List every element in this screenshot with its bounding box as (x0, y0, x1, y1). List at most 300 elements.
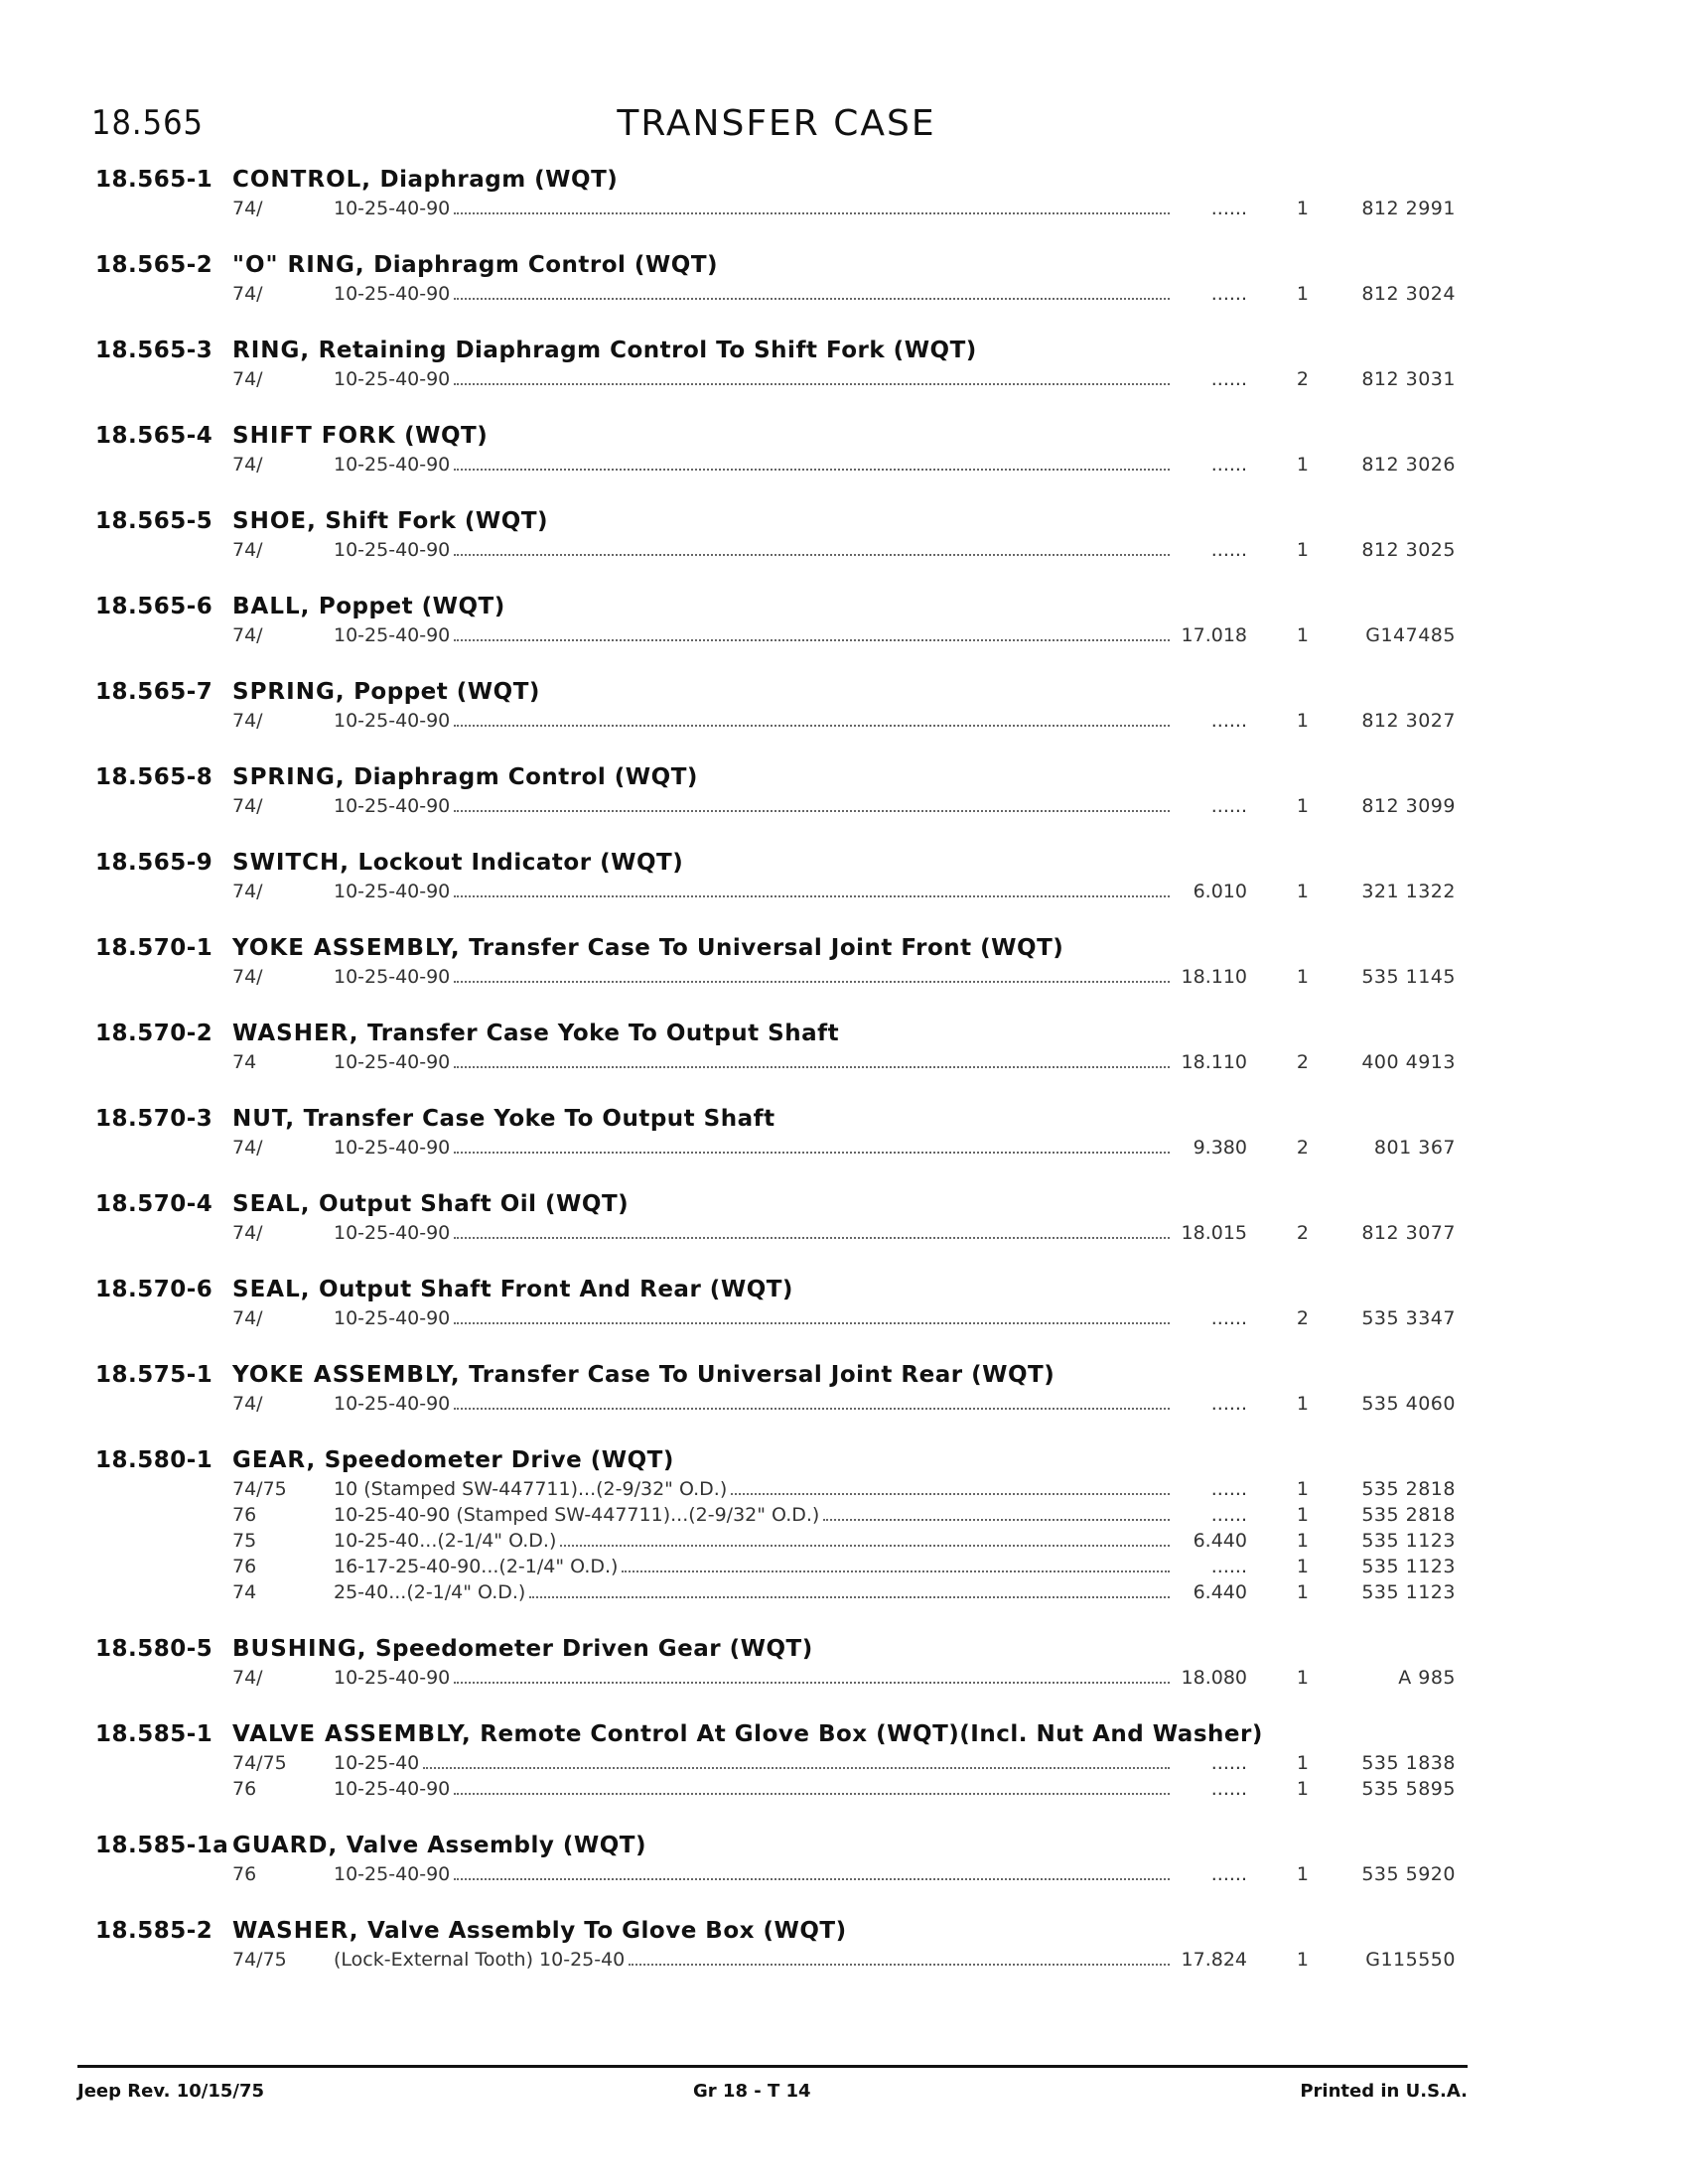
part-entry-heading (95, 338, 1406, 368)
part-entry-heading (95, 1106, 1406, 1137)
dot-leader (454, 809, 1170, 812)
model-codes: 10-25-40-90 (334, 1222, 451, 1244)
quantity: 1 (1296, 624, 1309, 646)
part-name: BALL, (232, 594, 311, 619)
application-row (95, 1393, 1456, 1419)
part-item-number: 18.565-5 (95, 508, 213, 534)
model-year: 76 (232, 1556, 257, 1577)
model-applicability (334, 624, 1178, 646)
dot-leader (423, 1766, 1170, 1769)
part-detail: Speedometer Drive (WQT) (316, 1447, 674, 1473)
part-item-number: 18.565-6 (95, 594, 213, 619)
part-description (232, 338, 977, 363)
part-detail: Output Shaft Oil (WQT) (310, 1191, 630, 1217)
illustration-ref: 9.380 (1193, 1137, 1247, 1159)
model-year: 74/ (232, 1307, 263, 1329)
illustration-ref: ...... (1210, 1307, 1247, 1329)
part-detail: Diaphragm Control (WQT) (345, 764, 698, 790)
part-name: YOKE ASSEMBLY, (232, 1362, 461, 1388)
part-entry-heading (95, 1277, 1406, 1307)
part-entry (95, 338, 1456, 394)
part-name: SPRING, (232, 764, 346, 790)
part-description (232, 167, 618, 193)
part-entry-heading (95, 679, 1406, 710)
illustration-ref: ...... (1210, 454, 1247, 476)
part-entry (95, 1636, 1456, 1693)
quantity: 1 (1296, 1581, 1309, 1603)
model-codes: 10-25-40-90 (334, 454, 451, 476)
part-entry (95, 423, 1456, 479)
part-entry-heading (95, 1721, 1406, 1752)
part-entry-heading (95, 1833, 1406, 1863)
dot-leader (823, 1518, 1170, 1521)
dot-leader (560, 1544, 1170, 1547)
application-row (95, 1137, 1456, 1162)
model-year: 74/ (232, 1667, 263, 1689)
model-applicability (334, 1556, 1178, 1577)
illustration-ref: ...... (1210, 795, 1247, 817)
model-year: 74/ (232, 624, 263, 646)
part-name: YOKE ASSEMBLY, (232, 935, 461, 961)
part-description (232, 935, 1063, 961)
part-entry-heading (95, 850, 1406, 881)
model-year: 74 (232, 1581, 257, 1603)
part-entry (95, 167, 1456, 223)
part-item-number: 18.565-8 (95, 764, 213, 790)
model-applicability (334, 1778, 1178, 1800)
dot-leader (454, 724, 1170, 727)
model-applicability (334, 1667, 1178, 1689)
dot-leader (454, 1407, 1170, 1410)
part-name: SHOE, (232, 508, 317, 534)
part-number: 812 3099 (1361, 795, 1456, 817)
application-row (95, 1949, 1456, 1975)
application-row (95, 710, 1456, 736)
part-entry (95, 850, 1456, 906)
application-row (95, 283, 1456, 309)
model-applicability (334, 368, 1178, 390)
model-codes: 10-25-40-90 (334, 283, 451, 305)
part-description (232, 1191, 629, 1217)
model-applicability (334, 1393, 1178, 1415)
part-description (232, 1021, 839, 1046)
illustration-ref: ...... (1210, 283, 1247, 305)
part-entry (95, 764, 1456, 821)
part-name: WASHER, (232, 1918, 359, 1944)
quantity: 1 (1296, 795, 1309, 817)
model-applicability (334, 1504, 1178, 1526)
part-entry (95, 508, 1456, 565)
part-number: 535 5920 (1361, 1863, 1456, 1885)
part-description (232, 679, 540, 705)
quantity: 1 (1296, 198, 1309, 219)
quantity: 1 (1296, 1556, 1309, 1577)
quantity: 1 (1296, 1530, 1309, 1552)
part-number: 812 3025 (1361, 539, 1456, 561)
quantity: 1 (1296, 1778, 1309, 1800)
quantity: 2 (1296, 1051, 1309, 1073)
model-applicability (334, 454, 1178, 476)
part-detail: Transfer Case To Universal Joint Front (WQT) (460, 935, 1064, 961)
application-row (95, 1778, 1456, 1804)
part-entry-heading (95, 1362, 1406, 1393)
application-row (95, 1478, 1456, 1504)
part-name: GUARD, (232, 1833, 339, 1858)
part-number: 801 367 (1373, 1137, 1456, 1159)
part-number: G147485 (1365, 624, 1456, 646)
application-row (95, 1051, 1456, 1077)
model-codes: 10-25-40-90 (334, 1307, 451, 1329)
part-detail: Speedometer Driven Gear (WQT) (366, 1636, 813, 1662)
part-entry (95, 1721, 1456, 1804)
model-applicability (334, 198, 1178, 219)
model-applicability (334, 1051, 1178, 1073)
section-title: TRANSFER CASE (617, 103, 936, 144)
application-row (95, 1307, 1456, 1333)
model-applicability (334, 795, 1178, 817)
model-codes: 10-25-40-90 (334, 710, 451, 732)
part-entry (95, 594, 1456, 650)
part-entry-heading (95, 764, 1406, 795)
quantity: 1 (1296, 283, 1309, 305)
model-codes: 10-25-40-90 (334, 1051, 451, 1073)
part-entry-heading (95, 252, 1406, 283)
part-name: GEAR, (232, 1447, 317, 1473)
quantity: 1 (1296, 1863, 1309, 1885)
part-item-number: 18.570-4 (95, 1191, 213, 1217)
part-entry-heading (95, 167, 1406, 198)
model-codes: 10 (Stamped SW-447711)...(2-9/32" O.D.) (334, 1478, 728, 1500)
part-number: 535 1123 (1361, 1530, 1456, 1552)
application-row (95, 966, 1456, 992)
part-entry (95, 1191, 1456, 1248)
illustration-ref: ...... (1210, 1504, 1247, 1526)
part-description (232, 1362, 1055, 1388)
part-detail: Diaphragm (WQT) (371, 167, 619, 193)
dot-leader (454, 1151, 1170, 1154)
model-codes: 10-25-40 (334, 1752, 420, 1774)
model-codes: (Lock-External Tooth) 10-25-40 (334, 1949, 626, 1971)
illustration-ref: 17.824 (1181, 1949, 1247, 1971)
part-detail: Transfer Case To Universal Joint Rear (WQT) (460, 1362, 1055, 1388)
dot-leader (454, 382, 1170, 385)
part-number: 812 3026 (1361, 454, 1456, 476)
model-applicability (334, 1752, 1178, 1774)
part-item-number: 18.575-1 (95, 1362, 213, 1388)
model-year: 74/75 (232, 1752, 287, 1774)
model-year: 74/75 (232, 1949, 287, 1971)
part-detail: Valve Assembly (WQT) (338, 1833, 646, 1858)
quantity: 1 (1296, 1504, 1309, 1526)
model-applicability (334, 1863, 1178, 1885)
dot-leader (454, 1236, 1170, 1239)
dot-leader (454, 211, 1170, 214)
dot-leader (454, 1681, 1170, 1684)
footer-printed: Printed in U.S.A. (1300, 2081, 1468, 2102)
part-name: BUSHING, (232, 1636, 367, 1662)
part-detail: Transfer Case Yoke To Output Shaft (358, 1021, 840, 1046)
part-number: 812 3027 (1361, 710, 1456, 732)
dot-leader (454, 468, 1170, 471)
part-number: 535 1123 (1361, 1556, 1456, 1577)
part-entry (95, 1362, 1456, 1419)
quantity: 1 (1296, 1949, 1309, 1971)
part-detail: Retaining Diaphragm Control To Shift Fork (WQT) (310, 338, 977, 363)
application-row (95, 1222, 1456, 1248)
model-codes: 10-25-40-90 (334, 1778, 451, 1800)
application-row (95, 198, 1456, 223)
part-name: SEAL, (232, 1191, 311, 1217)
dot-leader (454, 297, 1170, 300)
part-detail: Valve Assembly To Glove Box (WQT) (358, 1918, 847, 1944)
part-entry (95, 1918, 1456, 1975)
part-entry (95, 1447, 1456, 1607)
part-description (232, 1106, 775, 1132)
model-applicability (334, 1581, 1178, 1603)
model-year: 74/75 (232, 1478, 287, 1500)
model-year: 74/ (232, 283, 263, 305)
illustration-ref: ...... (1210, 1556, 1247, 1577)
model-applicability (334, 539, 1178, 561)
part-item-number: 18.565-9 (95, 850, 213, 876)
part-description (232, 423, 488, 449)
illustration-ref: 6.440 (1193, 1581, 1247, 1603)
part-item-number: 18.565-7 (95, 679, 213, 705)
application-row (95, 881, 1456, 906)
part-number: 321 1322 (1361, 881, 1456, 902)
part-entry-heading (95, 423, 1406, 454)
part-number: 400 4913 (1361, 1051, 1456, 1073)
dot-leader (454, 894, 1170, 897)
quantity: 1 (1296, 539, 1309, 561)
application-row (95, 795, 1456, 821)
part-number: 535 2818 (1361, 1504, 1456, 1526)
part-number: 535 1838 (1361, 1752, 1456, 1774)
quantity: 2 (1296, 1137, 1309, 1159)
part-description (232, 764, 698, 790)
illustration-ref: ...... (1210, 710, 1247, 732)
model-year: 74/ (232, 881, 263, 902)
dot-leader (454, 980, 1170, 983)
part-number: 812 3024 (1361, 283, 1456, 305)
application-row (95, 624, 1456, 650)
part-description (232, 1447, 674, 1473)
dot-leader (454, 1321, 1170, 1324)
part-name: SWITCH, (232, 850, 351, 876)
illustration-ref: ...... (1210, 1778, 1247, 1800)
illustration-ref: ...... (1210, 1752, 1247, 1774)
model-applicability (334, 283, 1178, 305)
application-row (95, 454, 1456, 479)
part-item-number: 18.585-2 (95, 1918, 213, 1944)
model-applicability (334, 710, 1178, 732)
illustration-ref: 18.080 (1181, 1667, 1247, 1689)
dot-leader (454, 553, 1170, 556)
part-name: CONTROL, (232, 167, 372, 193)
part-number: 535 5895 (1361, 1778, 1456, 1800)
part-entry-heading (95, 1191, 1406, 1222)
dot-leader (454, 1877, 1170, 1880)
part-detail: Lockout Indicator (WQT) (350, 850, 684, 876)
quantity: 1 (1296, 881, 1309, 902)
model-applicability (334, 1137, 1178, 1159)
illustration-ref: ...... (1210, 1393, 1247, 1415)
application-row (95, 1863, 1456, 1889)
quantity: 1 (1296, 710, 1309, 732)
part-entry-heading (95, 1447, 1406, 1478)
part-entry-heading (95, 594, 1406, 624)
model-year: 74/ (232, 198, 263, 219)
part-number: 535 2818 (1361, 1478, 1456, 1500)
part-name: SHIFT FORK (232, 423, 396, 449)
model-codes: 10-25-40-90 (334, 881, 451, 902)
dot-leader (731, 1492, 1170, 1495)
part-name: SEAL, (232, 1277, 311, 1302)
part-name: VALVE ASSEMBLY, (232, 1721, 472, 1747)
quantity: 1 (1296, 1393, 1309, 1415)
dot-leader (454, 1792, 1170, 1795)
part-detail: Diaphragm Control (WQT) (364, 252, 719, 278)
model-codes: 16-17-25-40-90...(2-1/4" O.D.) (334, 1556, 619, 1577)
model-applicability (334, 881, 1178, 902)
model-applicability (334, 1949, 1178, 1971)
part-entry-heading (95, 1021, 1406, 1051)
part-entry-heading (95, 1636, 1406, 1667)
section-number: 18.565 (91, 103, 204, 143)
part-detail: Remote Control At Glove Box (WQT)(Incl. Nut And Washer) (471, 1721, 1263, 1747)
model-year: 74/ (232, 795, 263, 817)
part-entry-heading (95, 935, 1406, 966)
application-row (95, 539, 1456, 565)
model-codes: 10-25-40-90 (334, 1393, 451, 1415)
quantity: 2 (1296, 1222, 1309, 1244)
part-name: RING, (232, 338, 311, 363)
model-applicability (334, 1530, 1178, 1552)
model-year: 76 (232, 1778, 257, 1800)
part-entry-heading (95, 1918, 1406, 1949)
part-number: 812 3077 (1361, 1222, 1456, 1244)
part-description (232, 1721, 1263, 1747)
model-codes: 25-40...(2-1/4" O.D.) (334, 1581, 526, 1603)
quantity: 2 (1296, 1307, 1309, 1329)
dot-leader (454, 638, 1170, 641)
model-year: 76 (232, 1863, 257, 1885)
dot-leader (629, 1963, 1170, 1966)
part-entry (95, 1277, 1456, 1333)
model-year: 74/ (232, 454, 263, 476)
quantity: 1 (1296, 1667, 1309, 1689)
model-codes: 10-25-40...(2-1/4" O.D.) (334, 1530, 557, 1552)
part-entry (95, 1106, 1456, 1162)
model-codes: 10-25-40-90 (334, 539, 451, 561)
model-year: 74/ (232, 710, 263, 732)
part-item-number: 18.565-4 (95, 423, 213, 449)
part-number: 535 4060 (1361, 1393, 1456, 1415)
part-number: 812 3031 (1361, 368, 1456, 390)
application-row (95, 1752, 1456, 1778)
model-year: 76 (232, 1504, 257, 1526)
model-year: 74/ (232, 1393, 263, 1415)
dot-leader (529, 1595, 1170, 1598)
part-entry (95, 1833, 1456, 1889)
page-footer (77, 2065, 1468, 2124)
quantity: 1 (1296, 1752, 1309, 1774)
application-row (95, 368, 1456, 394)
part-detail: Poppet (WQT) (310, 594, 505, 619)
illustration-ref: ...... (1210, 198, 1247, 219)
application-row (95, 1581, 1456, 1607)
dot-leader (622, 1570, 1170, 1572)
part-number: 535 3347 (1361, 1307, 1456, 1329)
part-name: "O" RING, (232, 252, 365, 278)
part-item-number: 18.570-2 (95, 1021, 213, 1046)
part-item-number: 18.565-2 (95, 252, 213, 278)
part-item-number: 18.580-5 (95, 1636, 213, 1662)
footer-rule (77, 2065, 1468, 2068)
illustration-ref: 6.440 (1193, 1530, 1247, 1552)
part-entry (95, 252, 1456, 309)
illustration-ref: ...... (1210, 368, 1247, 390)
part-item-number: 18.585-1 (95, 1721, 213, 1747)
model-year: 74/ (232, 1137, 263, 1159)
part-item-number: 18.570-6 (95, 1277, 213, 1302)
application-row (95, 1530, 1456, 1556)
part-entry (95, 935, 1456, 992)
part-detail: Shift Fork (WQT) (316, 508, 549, 534)
illustration-ref: 17.018 (1181, 624, 1247, 646)
illustration-ref: ...... (1210, 1478, 1247, 1500)
model-codes: 10-25-40-90 (334, 795, 451, 817)
part-description (232, 1636, 813, 1662)
part-name: SPRING, (232, 679, 346, 705)
application-row (95, 1667, 1456, 1693)
footer-revision: Jeep Rev. 10/15/75 (77, 2081, 264, 2102)
application-row (95, 1556, 1456, 1581)
illustration-ref: ...... (1210, 539, 1247, 561)
footer-group-ref: Gr 18 - T 14 (693, 2081, 811, 2102)
page-header (91, 99, 1462, 159)
model-year: 74/ (232, 966, 263, 988)
model-year: 74/ (232, 368, 263, 390)
part-item-number: 18.585-1a (95, 1833, 229, 1858)
part-item-number: 18.570-3 (95, 1106, 213, 1132)
illustration-ref: 18.110 (1181, 1051, 1247, 1073)
part-description (232, 1918, 847, 1944)
model-year: 74 (232, 1051, 257, 1073)
parts-list (95, 167, 1456, 2003)
part-number: 812 2991 (1361, 198, 1456, 219)
model-codes: 10-25-40-90 (334, 1137, 451, 1159)
part-number: G115550 (1365, 1949, 1456, 1971)
part-description (232, 850, 683, 876)
quantity: 1 (1296, 1478, 1309, 1500)
part-entry (95, 1021, 1456, 1077)
dot-leader (454, 1065, 1170, 1068)
part-detail: (WQT) (395, 423, 489, 449)
model-codes: 10-25-40-90 (334, 368, 451, 390)
part-item-number: 18.570-1 (95, 935, 213, 961)
part-number: A 985 (1398, 1667, 1456, 1689)
model-applicability (334, 1307, 1178, 1329)
quantity: 1 (1296, 454, 1309, 476)
model-codes: 10-25-40-90 (Stamped SW-447711)...(2-9/32" O.D.) (334, 1504, 820, 1526)
illustration-ref: 18.015 (1181, 1222, 1247, 1244)
model-codes: 10-25-40-90 (334, 624, 451, 646)
part-description (232, 1277, 793, 1302)
model-codes: 10-25-40-90 (334, 966, 451, 988)
quantity: 2 (1296, 368, 1309, 390)
part-entry-heading (95, 508, 1406, 539)
